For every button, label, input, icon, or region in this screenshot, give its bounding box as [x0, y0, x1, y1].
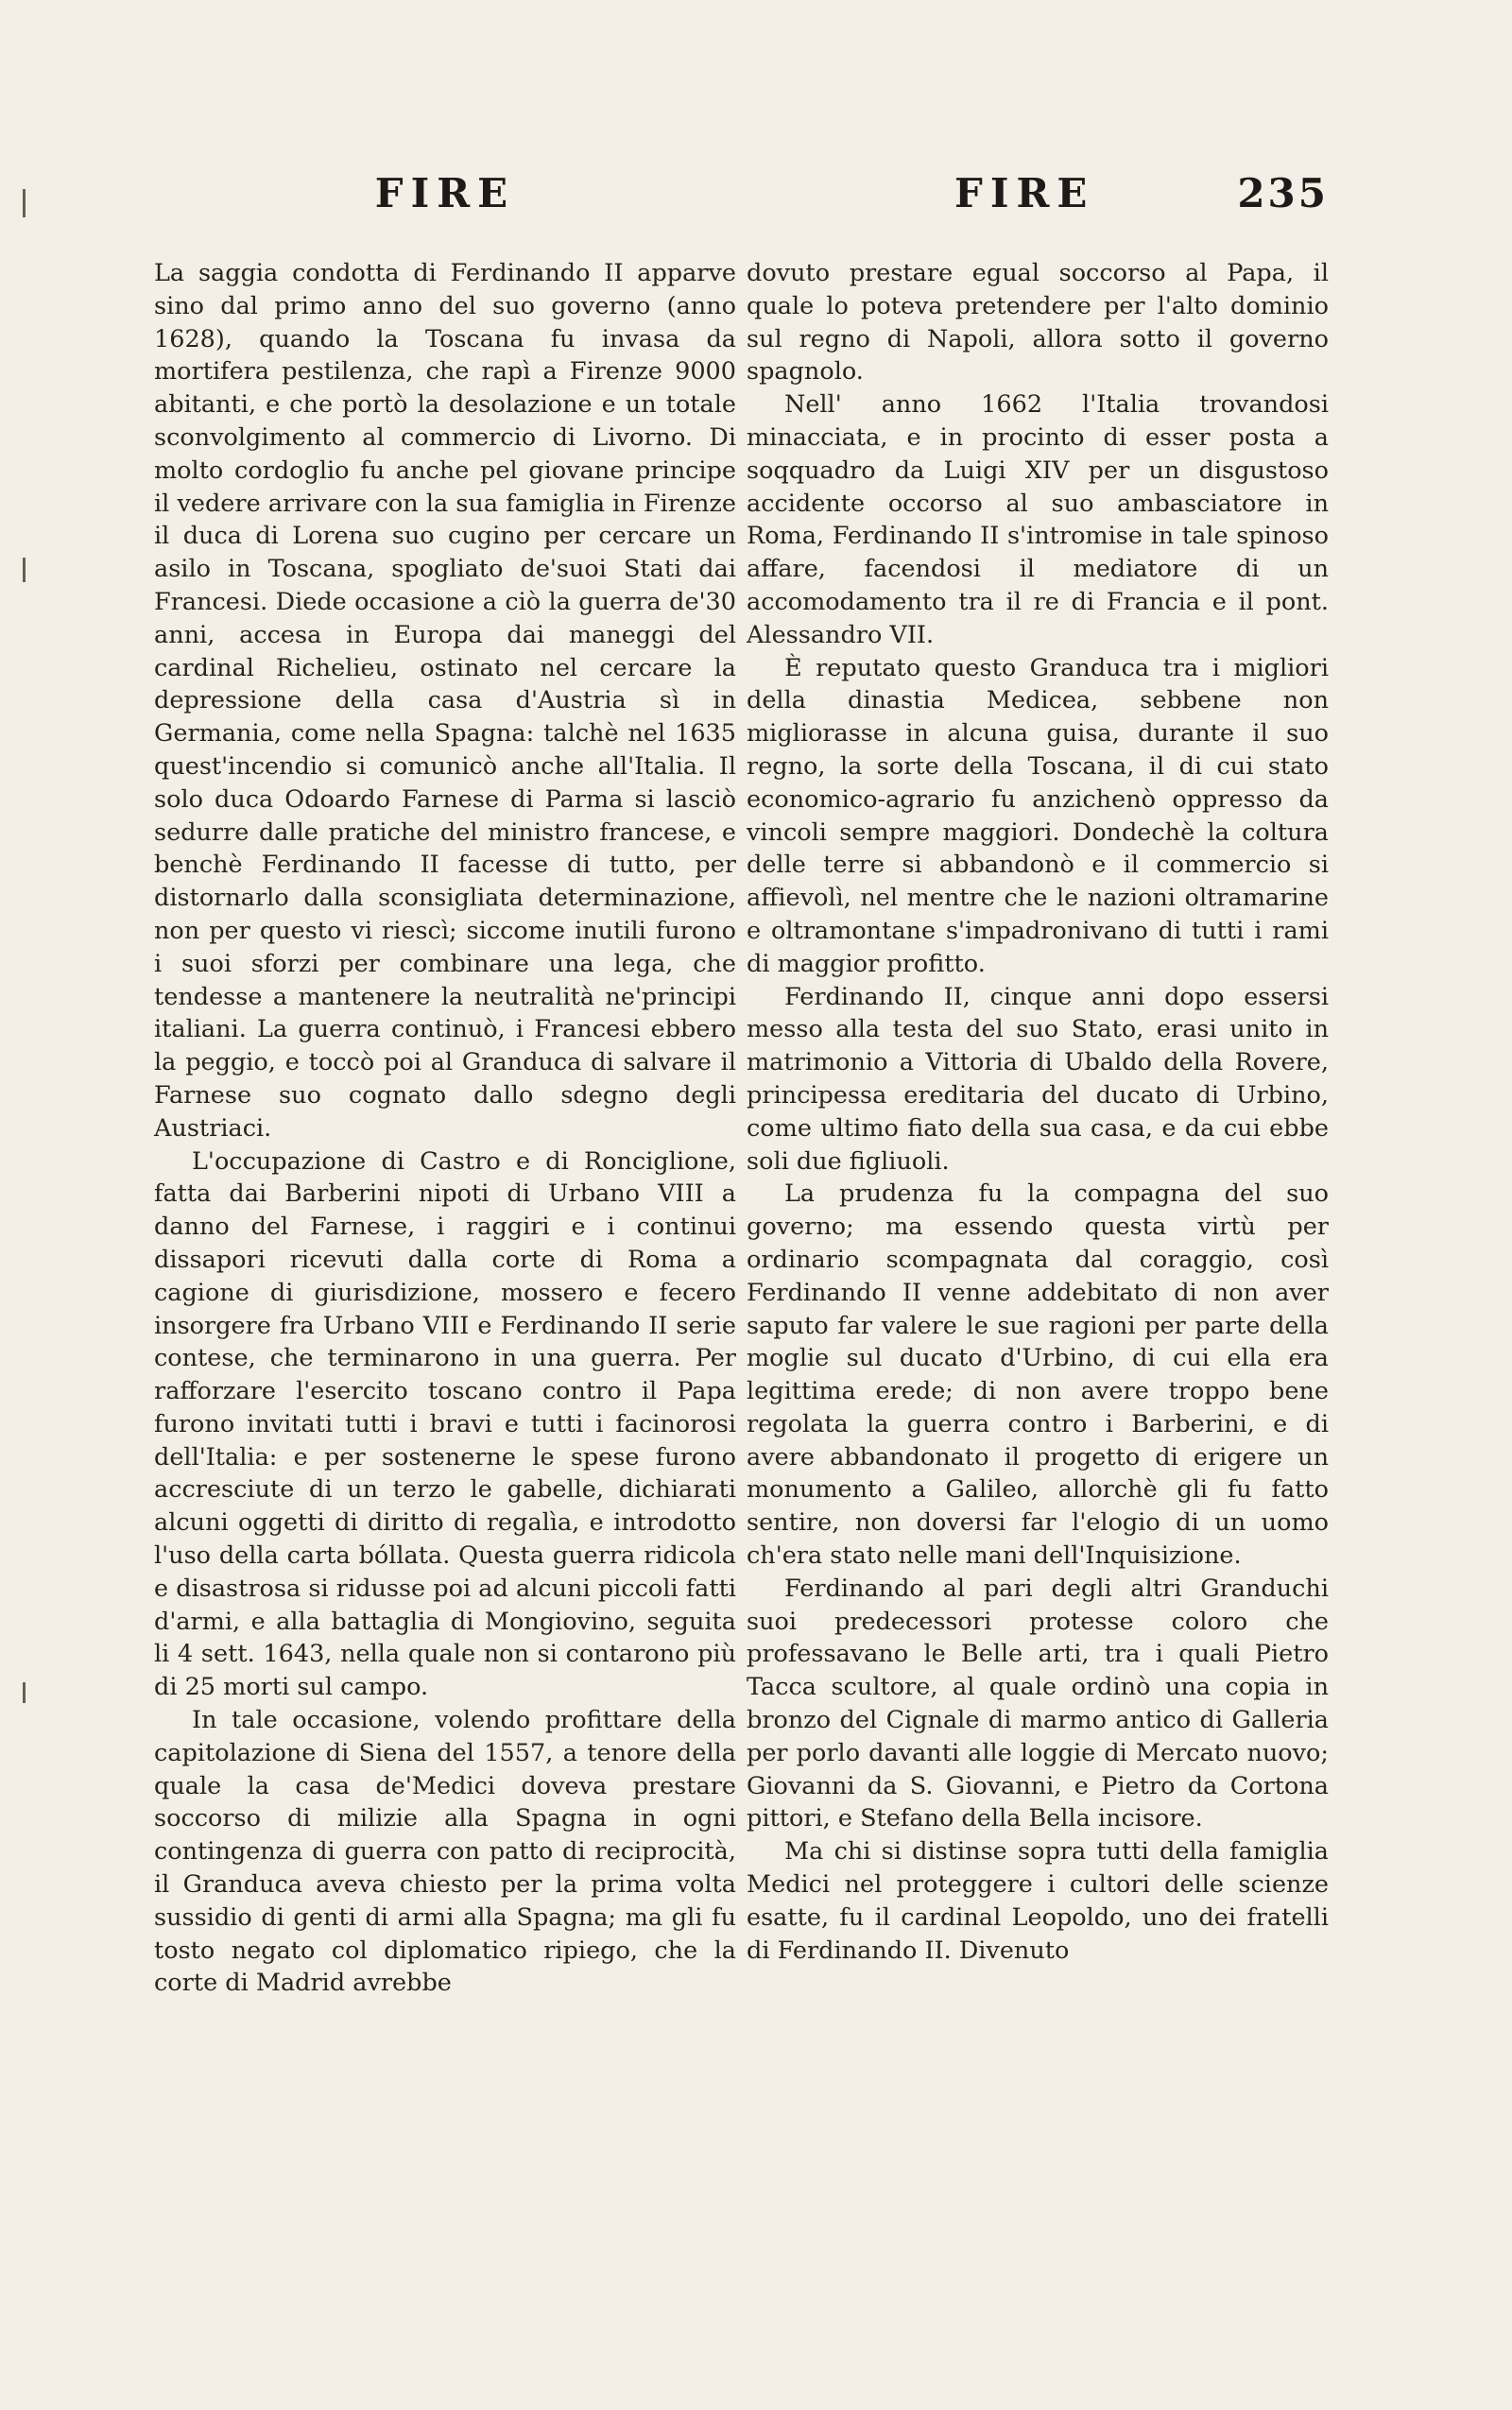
paragraph: In tale occasione, volendo profittare della capitolazione di Siena del 1557, a tenore della quale la casa de'Medici doveva prestare soccorso di milizie alla Spagna in ogni contingenza di guerra con patto di reciprocità, il Granduca aveva chiesto per la prima volta sussidio di genti di armi alla Spagna; ma gli fu tosto negato col diplomatico ripiego, che la corte di Madrid avrebbe — [154, 1706, 736, 1998]
scan-edge-mark — [23, 558, 26, 582]
paragraph: È reputato questo Granduca tra i migliori della dinastia Medicea, sebbene non migliorasse in alcuna guisa, durante il suo regno, la sorte della Toscana, il di cui stato economico-agrario fu anzichenò oppresso da vincoli sempre maggiori. Dondechè la coltura delle terre si abbandonò e il commercio si affievolì, nel mentre che le nazioni oltramarine e oltramontane s'impadronivano di tutti i rami di maggior profitto. — [747, 653, 1329, 978]
paragraph: Ma chi si distinse sopra tutti della famiglia Medici nel proteggere i cultori delle scienze esatte, fu il cardinal Leopoldo, uno dei fratelli di Ferdinando II. Divenuto — [747, 1837, 1329, 1965]
page-number: 235 — [1237, 170, 1329, 216]
left-running-head-title: FIRE — [374, 170, 516, 216]
left-running-head — [154, 170, 736, 217]
left-column — [154, 170, 736, 2000]
paragraph: Ferdinando II, cinque anni dopo essersi messo alla testa del suo Stato, erasi unito in matrimonio a Vittoria di Ubaldo della Rovere, principessa ereditaria del ducato di Urbino, come ultimo fiato della sua casa, e da cui ebbe soli due figliuoli. — [747, 982, 1329, 1176]
right-running-head-title: FIRE — [954, 170, 1095, 216]
right-column-body — [747, 257, 1329, 1967]
paragraph: dovuto prestare egual soccorso al Papa, il quale lo poteva pretendere per l'alto dominio sul regno di Napoli, allora sotto il governo spagnolo. — [747, 259, 1329, 387]
right-running-head — [747, 170, 1329, 217]
scan-edge-mark — [23, 1682, 26, 1703]
paragraph: Nell' anno 1662 l'Italia trovandosi minacciata, e in procinto di esser posta a soqquadro da Luigi XIV per un disgustoso accidente occorso al suo ambasciatore in Roma, Ferdinando II s'intromise in tale spinoso affare, facendosi il mediatore di un accomodamento tra il re di Francia e il pont. Alessandro VII. — [747, 390, 1329, 649]
scan-edge-mark — [23, 189, 26, 217]
paragraph: La prudenza fu la compagna del suo governo; ma essendo questa virtù per ordinario scompagnata dal coraggio, così Ferdinando II venne addebitato di non aver saputo far valere le sue ragioni per parte della moglie sul ducato d'Urbino, di cui ella era legittima erede; di non avere troppo bene regolata la guerra contro i Barberini, e di avere abbandonato il progetto di erigere un monumento a Galileo, allorchè gli fu fatto sentire, non doversi far l'elogio di un uomo ch'era stato nelle mani dell'Inquisizione. — [747, 1179, 1329, 1571]
paragraph: Ferdinando al pari degli altri Granduchi suoi predecessori protesse coloro che professavano le Belle arti, tra i quali Pietro Tacca scultore, al quale ordinò una copia in bronzo del Cignale di marmo antico di Galleria per porlo davanti alle loggie di Mercato nuovo; Giovanni da S. Giovanni, e Pietro da Cortona pittori, e Stefano della Bella incisore. — [747, 1574, 1329, 1833]
left-column-body — [154, 257, 736, 2000]
right-column — [747, 170, 1329, 1967]
paragraph: L'occupazione di Castro e di Ronciglione, fatta dai Barberini nipoti di Urbano VIII a danno del Farnese, i raggiri e i continui dissapori ricevuti dalla corte di Roma a cagione di giurisdizione, mossero e fecero insorgere fra Urbano VIII e Ferdinando II serie contese, che terminarono in una guerra. Per rafforzare l'esercito toscano contro il Papa furono invitati tutti i bravi e tutti i facinorosi dell'Italia: e per sostenerne le spese furono accresciute di un terzo le gabelle, dichiarati alcuni oggetti di diritto di regalìa, e introdotto l'uso della carta bóllata. Questa guerra ridicola e disastrosa si ridusse poi ad alcuni piccoli fatti d'armi, e alla battaglia di Mongiovino, seguita li 4 sett. 1643, nella quale non si contarono più di 25 morti sul campo. — [154, 1146, 736, 1702]
paragraph: La saggia condotta di Ferdinando II apparve sino dal primo anno del suo governo (anno 1628), quando la Toscana fu invasa da mortifera pestilenza, che rapì a Firenze 9000 abitanti, e che portò la desolazione e un totale sconvolgimento al commercio di Livorno. Di molto cordoglio fu anche pel giovane principe il vedere arrivare con la sua famiglia in Firenze il duca di Lorena suo cugino per cercare un asilo in Toscana, spogliato de'suoi Stati dai Francesi. Diede occasione a ciò la guerra de'30 anni, accesa in Europa dai maneggi del cardinal Richelieu, ostinato nel cercare la depressione della casa d'Austria sì in Germania, come nella Spagna: talchè nel 1635 quest'incendio si comunicò anche all'Italia. Il solo duca Odoardo Farnese di Parma si lasciò sedurre dalle pratiche del ministro francese, e benchè Ferdinando II facesse di tutto, per distornarlo dalla sconsigliata determinazione, non per questo vi riescì; siccome inutili furono i suoi sforzi per combinare una lega, che tendesse a mantenere la neutralità ne'principi italiani. La guerra continuò, i Francesi ebbero la peggio, e toccò poi al Granduca di salvare il Farnese suo cognato dallo sdegno degli Austriaci. — [154, 259, 736, 1143]
